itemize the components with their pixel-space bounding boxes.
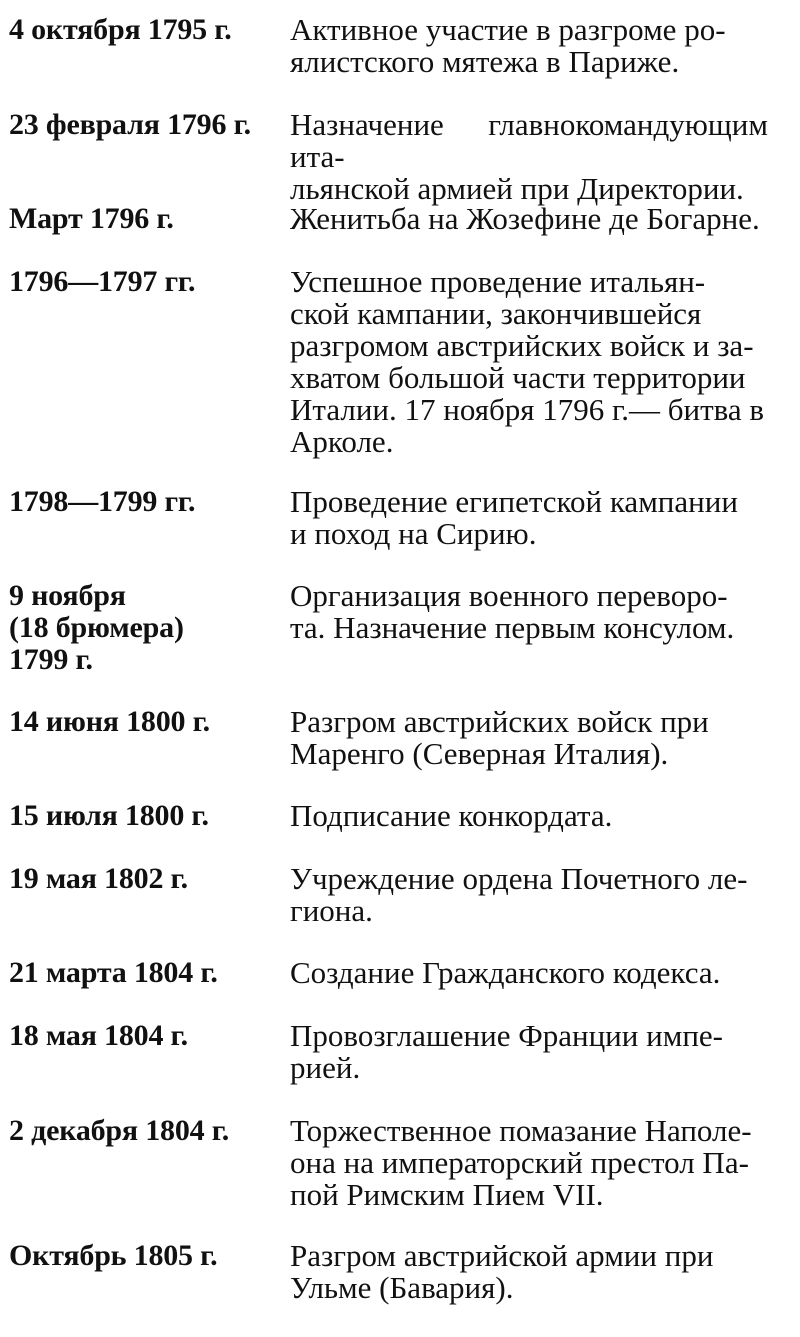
entry-date: 15 июля 1800 г. xyxy=(9,799,209,832)
entry-date: 4 октября 1795 г. xyxy=(9,13,232,46)
entry-event: Успешное проведение итальян- ской кампании, закончившейся разгромом австрийских войск и за- хватом большой части территории Италии. 17 ноября 1796 г.— битва в Арколе. xyxy=(290,264,765,459)
entry-event: Торжественное помазание Наполе- она на императорский престол Па- пой Римским Пием VII. xyxy=(290,1113,752,1212)
entry-event: Проведение египетской кампании и поход на Сирию. xyxy=(290,484,738,551)
entry-date: 14 июня 1800 г. xyxy=(9,705,210,738)
entry-date: 1798—1799 гг. xyxy=(9,485,196,518)
entry-event: Учреждение ордена Почетного ле- гиона. xyxy=(290,861,748,928)
entry-date: 19 мая 1802 г. xyxy=(9,862,188,895)
entry-event: Провозглашение Франции импе- рией. xyxy=(290,1018,723,1085)
entry-date: Октябрь 1805 г. xyxy=(9,1239,218,1272)
entry-event: Разгром австрийской армии при Ульме (Бавария). xyxy=(290,1238,714,1305)
entry-date: 18 мая 1804 г. xyxy=(9,1019,188,1052)
entry-date: 2 декабря 1804 г. xyxy=(9,1114,230,1147)
entry-date: 9 ноября (18 брюмера) 1799 г. xyxy=(9,579,184,676)
entry-event: Организация военного переворо- та. Назначение первым консулом. xyxy=(290,578,735,645)
entry-date: 23 февраля 1796 г. xyxy=(9,108,251,141)
entry-event: Активное участие в разгроме ро- ялистского мятежа в Париже. xyxy=(290,12,726,79)
entry-date: 1796—1797 гг. xyxy=(9,265,196,298)
entry-event: Назначение главнокомандующим ита- льянской армией при Директории. xyxy=(290,107,768,206)
entry-date: 21 марта 1804 г. xyxy=(9,956,218,989)
entry-event: Женитьба на Жозефине де Богарне. xyxy=(290,201,760,236)
entry-date: Март 1796 г. xyxy=(9,202,174,235)
entry-event: Разгром австрийских войск при Маренго (Северная Италия). xyxy=(290,704,709,771)
entry-event: Подписание конкордата. xyxy=(290,798,613,833)
entry-event: Создание Гражданского кодекса. xyxy=(290,955,721,990)
